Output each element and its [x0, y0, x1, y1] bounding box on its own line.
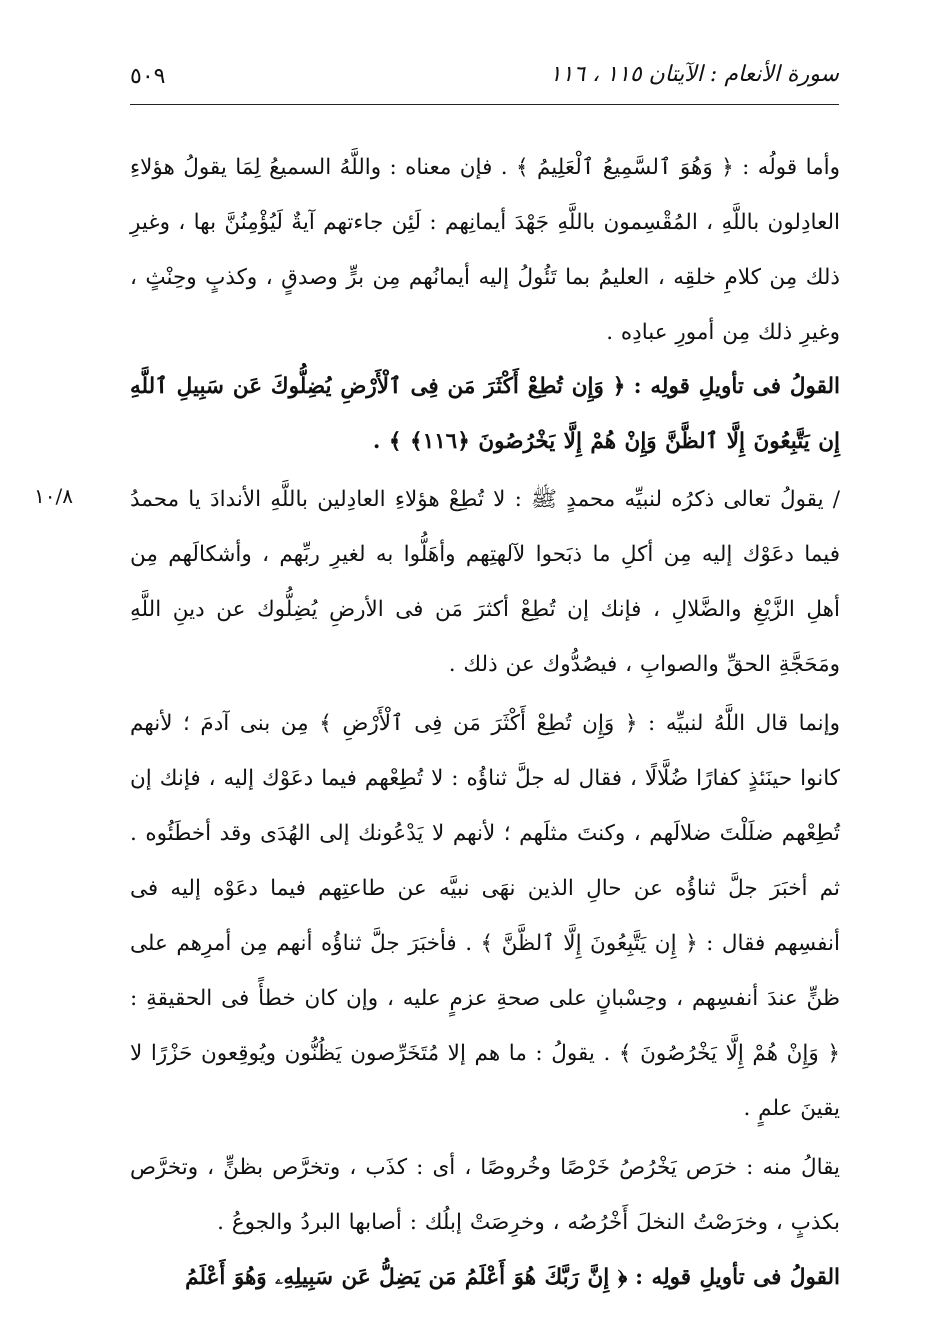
- paragraph-3: [130, 472, 840, 692]
- paragraph-5-text: يقالُ منه : خرَص يَخْرُصُ خَرْصًا وخُروصًا ، أى : كذَب ، وتخرَّص بظنٍّ ، وتخرَّص بكذبٍ ، وخرَصْتُ النخلَ أَخْرُصُه ، وخرِصَتْ إبلُك : أصابها البردُ والجوعُ .: [130, 1155, 840, 1235]
- paragraph-4: [130, 696, 840, 1136]
- paragraph-1: [130, 140, 840, 360]
- paragraph-2-verse: ﴿ وَإِن تُطِعْ أَكْثَرَ مَن فِى ٱلْأَرْضِ يُضِلُّوكَ عَن سَبِيلِ ٱللَّهِ إِن يَتَّبِعُونَ إِلَّا ٱلظَّنَّ وَإِنْ هُمْ إِلَّا يَخْرُصُونَ ﴿١١٦﴾ ﴾ .: [130, 374, 840, 454]
- paragraph-6: [130, 1250, 840, 1305]
- margin-reference: ١٠/٨: [34, 484, 73, 508]
- page-break-mark: /: [823, 487, 840, 512]
- page-header: [100, 58, 849, 98]
- paragraph-4-text: وإنما قال اللَّهُ لنبيِّه : ﴿ وَإِن تُطِعْ أَكْثَرَ مَن فِى ٱلْأَرْضِ ﴾ مِن بنى آدمَ ؛ لأنهم كانوا حينَئذٍ كفارًا ضُلَّالًا ، فقال له جلَّ ثناؤُه : لا تُطِعْهم فيما دعَوْك إليه ، فإنك إن تُطِعْهم ضلَلْتَ ضلالَهم ، وكنتَ مثلَهم ؛ لأنهم لا يَدْعُونك إلى الهُدَى وقد أخطَئُوه . ثم أخبَرَ جلَّ ثناؤُه عن حالِ الذين نهَى نبيَّه عن طاعتِهم فيما دعَوْه إليه فى أنفسِهم فقال : ﴿ إِن يَتَّبِعُونَ إِلَّا ٱلظَّنَّ ﴾ . فأخبَرَ جلَّ ثناؤُه أنهم مِن أمرِهم على ظنٍّ عندَ أنفسِهم ، وحِسْبانٍ على صحةِ عزمٍ عليه ، وإن كان خطأً فى الحقيقةِ : ﴿ وَإِنْ هُمْ إِلَّا يَخْرُصُونَ ﴾ . يقولُ : ما هم إلا مُتَخَرِّصون يَظُنُّون ويُوقِعون حَزْرًا لا يقينَ علمٍ .: [130, 711, 840, 1121]
- paragraph-6-lead: القولُ فى تأويلِ قولِه :: [635, 1265, 840, 1290]
- paragraph-2-lead: القولُ فى تأويلِ قولِه :: [633, 374, 840, 399]
- paragraph-1-text: وأما قولُه : ﴿ وَهُوَ ٱلسَّمِيعُ ٱلْعَلِيمُ ﴾ . فإن معناه : واللَّهُ السميعُ لِمَا يقولُ هؤلاءِ العادِلون باللَّهِ ، المُقْسِمون باللَّهِ جَهْدَ أيمانِهم : لَئِن جاءتهم آيةٌ لَيُؤْمِنُنَّ بها ، وغيرِ ذلك مِن كلامِ خلقِه ، العليمُ بما تَئُولُ إليه أيمانُهم مِن برٍّ وصدقٍ ، وكذبٍ وحِنْثٍ ، وغيرِ ذلك مِن أمورِ عبادِه .: [130, 155, 840, 345]
- paragraph-5: [130, 1140, 840, 1250]
- paragraph-3-text: يقولُ تعالى ذكرُه لنبيِّه محمدٍ ﷺ : لا تُطِعْ هؤلاءِ العادِلين باللَّهِ الأندادَ يا محمدُ فيما دعَوْك إليه مِن أكلِ ما ذبَحوا لآلهتِهم وأهَلُّوا به لغيرِ ربِّهم ، وأشكالَهم مِن أهلِ الزَّيْغِ والضَّلالِ ، فإنك إن تُطِعْ أكثرَ مَن فى الأرضِ يُضِلُّوك عن دينِ اللَّهِ ومَحَجَّةِ الحقِّ والصوابِ ، فيصُدُّوك عن ذلك .: [130, 487, 840, 677]
- paragraph-6-verse: ﴿ إِنَّ رَبَّكَ هُوَ أَعْلَمُ مَن يَضِلُّ عَن سَبِيلِهِۦ وَهُوَ أَعْلَمُ: [185, 1265, 628, 1290]
- paragraph-2: [130, 359, 840, 469]
- page-number: ٥٠٩: [130, 64, 166, 89]
- header-rule: [130, 104, 839, 105]
- running-title: سورة الأنعام : الآيتان ١١٥ ، ١١٦: [549, 62, 839, 87]
